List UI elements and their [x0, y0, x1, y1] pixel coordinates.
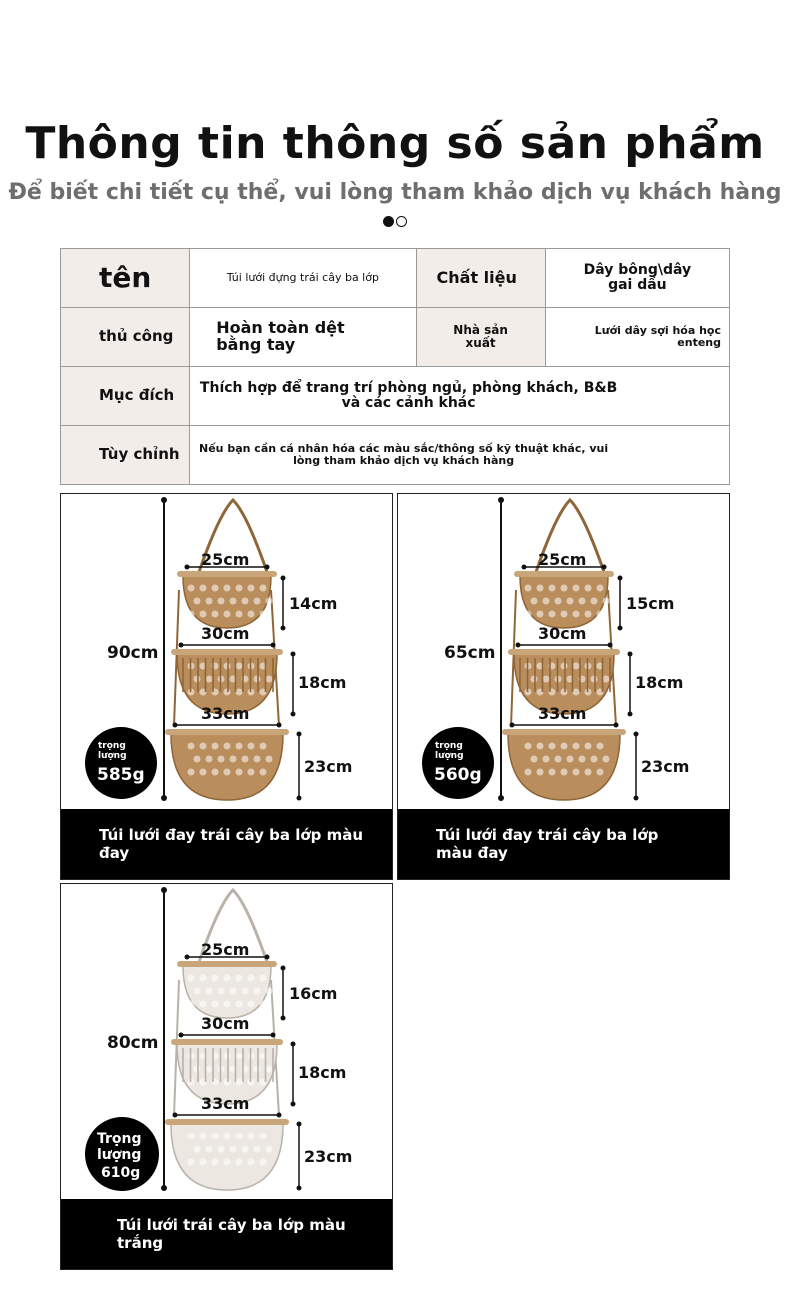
caption-text: Túi lưới đay trái cây ba lớp màu đay [436, 826, 659, 862]
basket-mesh-hole [230, 988, 237, 995]
basket-mesh-hole [248, 975, 255, 982]
basket-mesh-hole [224, 1001, 231, 1008]
basket-mesh-hole [242, 756, 249, 763]
basket-mesh-hole [236, 1159, 243, 1166]
total-height-label: 80cm [107, 1033, 159, 1053]
page-subtitle: Để biết chi tiết cụ thể, vui lòng tham khảo dịch vụ khách hàng [8, 180, 782, 205]
basket-mesh-hole [254, 676, 261, 683]
basket-mesh-hole [212, 1133, 219, 1140]
dimension-endpoint [291, 712, 296, 717]
basket-mesh-hole [531, 756, 538, 763]
dimension-endpoint [614, 723, 619, 728]
basket-mesh-hole [188, 1001, 195, 1008]
basket-mesh-hole [248, 585, 255, 592]
basket-mesh-hole [603, 598, 610, 605]
basket-mesh-hole [561, 663, 568, 670]
dimension-endpoint [277, 1113, 282, 1118]
spec-custom-value: Nếu bạn cần cá nhân hóa các màu sắc/thông số kỹ thuật khác, vui lòng tham khảo dịch vụ khách hàng [190, 426, 730, 485]
spec-craft-value: Hoàn toàn dệt bằng tay [190, 308, 416, 367]
basket-mesh-hole [567, 598, 574, 605]
basket-mesh-hole [266, 1066, 273, 1073]
basket-mesh-hole [200, 1001, 207, 1008]
basket-mesh-hole [525, 769, 532, 776]
spec-custom-label: Tùy chỉnh [61, 426, 190, 485]
basket-mesh-hole [254, 1146, 261, 1153]
basket-mesh-hole [188, 585, 195, 592]
basket-mesh-hole [573, 663, 580, 670]
basket-mesh-hole [561, 611, 568, 618]
width-bottom-label: 33cm [201, 704, 250, 723]
basket-mesh-hole [236, 1133, 243, 1140]
basket-mesh-hole [236, 1001, 243, 1008]
spec-name-label: tên [61, 249, 190, 308]
basket-mesh-hole [555, 598, 562, 605]
height-mid-label: 18cm [635, 673, 684, 692]
spec-maker-value: Lưới dây sợi hóa học enteng [545, 308, 729, 367]
basket-mesh-hole [537, 769, 544, 776]
basket-mesh-hole [266, 988, 273, 995]
wooden-rod [165, 1119, 289, 1125]
basket-mesh-hole [230, 756, 237, 763]
spec-row [61, 249, 730, 308]
wooden-rod [165, 729, 289, 735]
dimension-endpoint [173, 1113, 178, 1118]
basket-mesh-hole [224, 689, 231, 696]
dimension-endpoint [281, 966, 286, 971]
width-bottom-label: 33cm [538, 704, 587, 723]
basket-mesh-hole [585, 585, 592, 592]
wooden-rod [514, 571, 614, 577]
basket-mesh-hole [254, 988, 261, 995]
basket-mesh-hole [248, 1133, 255, 1140]
basket-mesh-hole [236, 611, 243, 618]
basket-mesh-hole [531, 598, 538, 605]
basket-mesh-hole [224, 769, 231, 776]
dimension-endpoint [628, 712, 633, 717]
height-bottom-label: 23cm [304, 757, 353, 776]
product-card-white-80 [60, 883, 393, 1270]
basket-mesh-hole [531, 676, 538, 683]
dimension-endpoint [281, 1016, 286, 1021]
basket-mesh-hole [212, 975, 219, 982]
basket-mesh-hole [591, 676, 598, 683]
basket-mesh-hole [224, 1053, 231, 1060]
basket-mesh-hole [573, 689, 580, 696]
dimension-endpoint [608, 643, 613, 648]
basket-mesh-hole [597, 611, 604, 618]
basket-mesh-hole [603, 676, 610, 683]
weight-badge-label: trọng lượng [98, 741, 127, 761]
dimension-endpoint [265, 955, 270, 960]
dimension-endpoint [179, 1033, 184, 1038]
weight-badge-label: trọng lượng [435, 741, 464, 761]
basket-mesh-hole [224, 1133, 231, 1140]
dimension-endpoint [277, 723, 282, 728]
dimension-endpoint [179, 643, 184, 648]
wooden-rod [171, 1039, 283, 1045]
basket-mesh-hole [266, 598, 273, 605]
weight-badge [85, 1117, 159, 1191]
basket-mesh-hole [591, 756, 598, 763]
product-caption [61, 809, 392, 879]
basket-mesh-hole [573, 611, 580, 618]
dimension-endpoint [173, 723, 178, 728]
basket-mesh-hole [561, 769, 568, 776]
spec-material-value: Dây bông\dây gai dầu [545, 249, 729, 308]
dimension-endpoint [185, 955, 190, 960]
basket-mesh-hole [254, 598, 261, 605]
basket-mesh-hole [603, 756, 610, 763]
basket-mesh-hole [236, 769, 243, 776]
weight-badge-value: 560g [434, 765, 482, 785]
width-mid-label: 30cm [201, 1014, 250, 1033]
spec-craft-label: thủ công [61, 308, 190, 367]
wooden-rod [508, 649, 620, 655]
wooden-rod [171, 649, 283, 655]
basket-mesh-hole [206, 676, 213, 683]
product-card-jute-65 [397, 493, 730, 880]
dimension-endpoint [297, 732, 302, 737]
basket-mesh-hole [218, 598, 225, 605]
weight-badge-value: 585g [97, 765, 145, 785]
basket-mesh-hole [248, 1001, 255, 1008]
width-top-label: 25cm [538, 550, 587, 569]
dimension-endpoint [281, 576, 286, 581]
dimension-endpoint [522, 565, 527, 570]
basket-mesh-hole [224, 1079, 231, 1086]
basket-mesh-hole [585, 611, 592, 618]
wooden-rod [177, 571, 277, 577]
basket-mesh-hole [236, 1079, 243, 1086]
basket-mesh-hole [537, 611, 544, 618]
height-bottom-label: 23cm [641, 757, 690, 776]
basket-mesh-hole [585, 769, 592, 776]
basket-mesh-hole [242, 598, 249, 605]
basket-mesh-hole [206, 1146, 213, 1153]
dimension-endpoint [161, 497, 167, 503]
dimension-endpoint [628, 652, 633, 657]
weight-badge-label: Trọng lượng [97, 1131, 142, 1163]
dot-inactive[interactable] [396, 216, 407, 227]
basket-mesh-hole [260, 585, 267, 592]
spec-row [61, 426, 730, 485]
basket-mesh-hole [561, 689, 568, 696]
basket-mesh-hole [543, 676, 550, 683]
spec-purpose-label: Mục đích [61, 367, 190, 426]
spec-row [61, 308, 730, 367]
dimension-endpoint [634, 732, 639, 737]
basket-mesh-hole [200, 975, 207, 982]
basket-mesh-hole [206, 1066, 213, 1073]
basket-mesh-hole [597, 769, 604, 776]
basket-mesh-hole [194, 756, 201, 763]
spec-maker-label: Nhà sản xuất [416, 308, 545, 367]
spec-purpose-value: Thích hợp để trang trí phòng ngủ, phòng khách, B&B và các cảnh khác [190, 367, 730, 426]
dimension-endpoint [602, 565, 607, 570]
caption-text: Túi lưới đay trái cây ba lớp màu đay [99, 826, 364, 862]
height-top-label: 16cm [289, 984, 338, 1003]
basket-mesh-hole [549, 585, 556, 592]
basket-mesh-hole [200, 743, 207, 750]
dot-active[interactable] [383, 216, 394, 227]
basket-mesh-hole [218, 988, 225, 995]
basket-mesh-hole [236, 743, 243, 750]
width-top-label: 25cm [201, 550, 250, 569]
basket-mesh-hole [549, 611, 556, 618]
height-top-label: 14cm [289, 594, 338, 613]
basket-mesh-hole [218, 756, 225, 763]
product-card-jute-90 [60, 493, 393, 880]
basket-mesh-hole [561, 743, 568, 750]
basket-mesh-hole [597, 743, 604, 750]
basket-mesh-hole [254, 1066, 261, 1073]
basket-mesh-hole [236, 1053, 243, 1060]
basket-mesh-hole [206, 756, 213, 763]
basket-mesh-hole [555, 756, 562, 763]
dimension-endpoint [618, 626, 623, 631]
basket-mesh-hole [212, 743, 219, 750]
weight-badge-value: 610g [101, 1165, 141, 1181]
wooden-rod [502, 729, 626, 735]
basket-mesh-hole [242, 1146, 249, 1153]
basket-mesh-hole [188, 1133, 195, 1140]
total-height-label: 90cm [107, 643, 159, 663]
basket-mesh-hole [260, 1133, 267, 1140]
basket-mesh-hole [236, 585, 243, 592]
basket-mesh-hole [224, 585, 231, 592]
basket-mesh-hole [200, 611, 207, 618]
basket-mesh-hole [543, 756, 550, 763]
spec-row [61, 367, 730, 426]
basket-mesh-hole [567, 756, 574, 763]
basket-mesh-hole [224, 1159, 231, 1166]
basket-mesh-hole [266, 676, 273, 683]
height-top-label: 15cm [626, 594, 675, 613]
basket-mesh-hole [194, 598, 201, 605]
basket-mesh-hole [543, 598, 550, 605]
width-bottom-label: 33cm [201, 1094, 250, 1113]
basket-mesh-hole [200, 585, 207, 592]
dimension-endpoint [271, 1033, 276, 1038]
basket-mesh-hole [206, 598, 213, 605]
basket-mesh-hole [194, 1066, 201, 1073]
basket-mesh-hole [224, 975, 231, 982]
basket-mesh-hole [260, 743, 267, 750]
basket-mesh-hole [194, 1146, 201, 1153]
basket-mesh-hole [579, 756, 586, 763]
basket-mesh-hole [248, 743, 255, 750]
basket-mesh-hole [212, 769, 219, 776]
width-mid-label: 30cm [201, 624, 250, 643]
spec-name-value: Túi lưới đựng trái cây ba lớp [190, 249, 416, 308]
basket-mesh-hole [224, 663, 231, 670]
carousel-dots [383, 216, 409, 227]
basket-mesh-hole [260, 1001, 267, 1008]
basket-mesh-hole [236, 663, 243, 670]
basket-mesh-hole [194, 988, 201, 995]
page-title: Thông tin thông số sản phẩm [25, 118, 765, 169]
dimension-endpoint [185, 565, 190, 570]
dimension-endpoint [297, 1186, 302, 1191]
basket-mesh-hole [212, 585, 219, 592]
dimension-endpoint [634, 796, 639, 801]
basket-mesh-hole [218, 1146, 225, 1153]
dimension-endpoint [291, 652, 296, 657]
basket-mesh-hole [248, 769, 255, 776]
basket-mesh-hole [537, 743, 544, 750]
dimension-endpoint [297, 1122, 302, 1127]
basket-mesh-hole [537, 585, 544, 592]
total-height-label: 65cm [444, 643, 496, 663]
basket-mesh-hole [248, 611, 255, 618]
dimension-endpoint [498, 497, 504, 503]
dimension-endpoint [161, 1185, 167, 1191]
basket-mesh-hole [585, 743, 592, 750]
dimension-endpoint [161, 887, 167, 893]
dimension-endpoint [161, 795, 167, 801]
basket-mesh-hole [254, 756, 261, 763]
basket-mesh-hole [188, 769, 195, 776]
basket-mesh-hole [224, 611, 231, 618]
basket-mesh-hole [230, 1146, 237, 1153]
basket-mesh-hole [212, 1159, 219, 1166]
basket-mesh-hole [266, 756, 273, 763]
basket-mesh-hole [236, 975, 243, 982]
basket-mesh-hole [206, 988, 213, 995]
wooden-rod [177, 961, 277, 967]
spec-table [60, 248, 730, 485]
basket-mesh-hole [194, 676, 201, 683]
dimension-endpoint [265, 565, 270, 570]
dimension-endpoint [271, 643, 276, 648]
dimension-endpoint [618, 576, 623, 581]
basket-mesh-hole [242, 988, 249, 995]
basket-mesh-hole [561, 585, 568, 592]
dimension-endpoint [510, 723, 515, 728]
basket-mesh-hole [200, 1159, 207, 1166]
basket-mesh-hole [200, 769, 207, 776]
height-mid-label: 18cm [298, 673, 347, 692]
basket-mesh-hole [260, 769, 267, 776]
basket-mesh-hole [573, 769, 580, 776]
basket-mesh-hole [212, 611, 219, 618]
dimension-endpoint [297, 796, 302, 801]
basket-mesh-hole [230, 598, 237, 605]
basket-mesh-hole [579, 598, 586, 605]
basket-mesh-hole [188, 611, 195, 618]
height-bottom-label: 23cm [304, 1147, 353, 1166]
width-top-label: 25cm [201, 940, 250, 959]
dimension-endpoint [516, 643, 521, 648]
caption-text: Túi lưới trái cây ba lớp màu trắng [117, 1216, 346, 1252]
dimension-endpoint [281, 626, 286, 631]
product-caption [398, 809, 729, 879]
width-mid-label: 30cm [538, 624, 587, 643]
basket-mesh-hole [188, 1159, 195, 1166]
basket-mesh-hole [236, 689, 243, 696]
basket-mesh-hole [591, 598, 598, 605]
basket-mesh-hole [248, 1159, 255, 1166]
dimension-endpoint [498, 795, 504, 801]
height-mid-label: 18cm [298, 1063, 347, 1082]
weight-badge [422, 727, 494, 799]
dimension-endpoint [291, 1102, 296, 1107]
basket-mesh-hole [525, 743, 532, 750]
dimension-endpoint [291, 1042, 296, 1047]
basket-mesh-hole [260, 1159, 267, 1166]
spec-material-label: Chất liệu [416, 249, 545, 308]
basket-mesh-hole [188, 975, 195, 982]
basket-mesh-hole [549, 769, 556, 776]
basket-mesh-hole [549, 743, 556, 750]
basket-mesh-hole [200, 1133, 207, 1140]
basket-mesh-hole [260, 611, 267, 618]
product-caption [61, 1199, 392, 1269]
basket-mesh-hole [188, 743, 195, 750]
basket-mesh-hole [266, 1146, 273, 1153]
basket-mesh-hole [597, 585, 604, 592]
basket-mesh-hole [573, 585, 580, 592]
basket-mesh-hole [212, 1001, 219, 1008]
basket-mesh-hole [573, 743, 580, 750]
basket-mesh-hole [525, 585, 532, 592]
basket-mesh-hole [224, 743, 231, 750]
basket-mesh-hole [260, 975, 267, 982]
weight-badge [85, 727, 157, 799]
basket-mesh-hole [525, 611, 532, 618]
